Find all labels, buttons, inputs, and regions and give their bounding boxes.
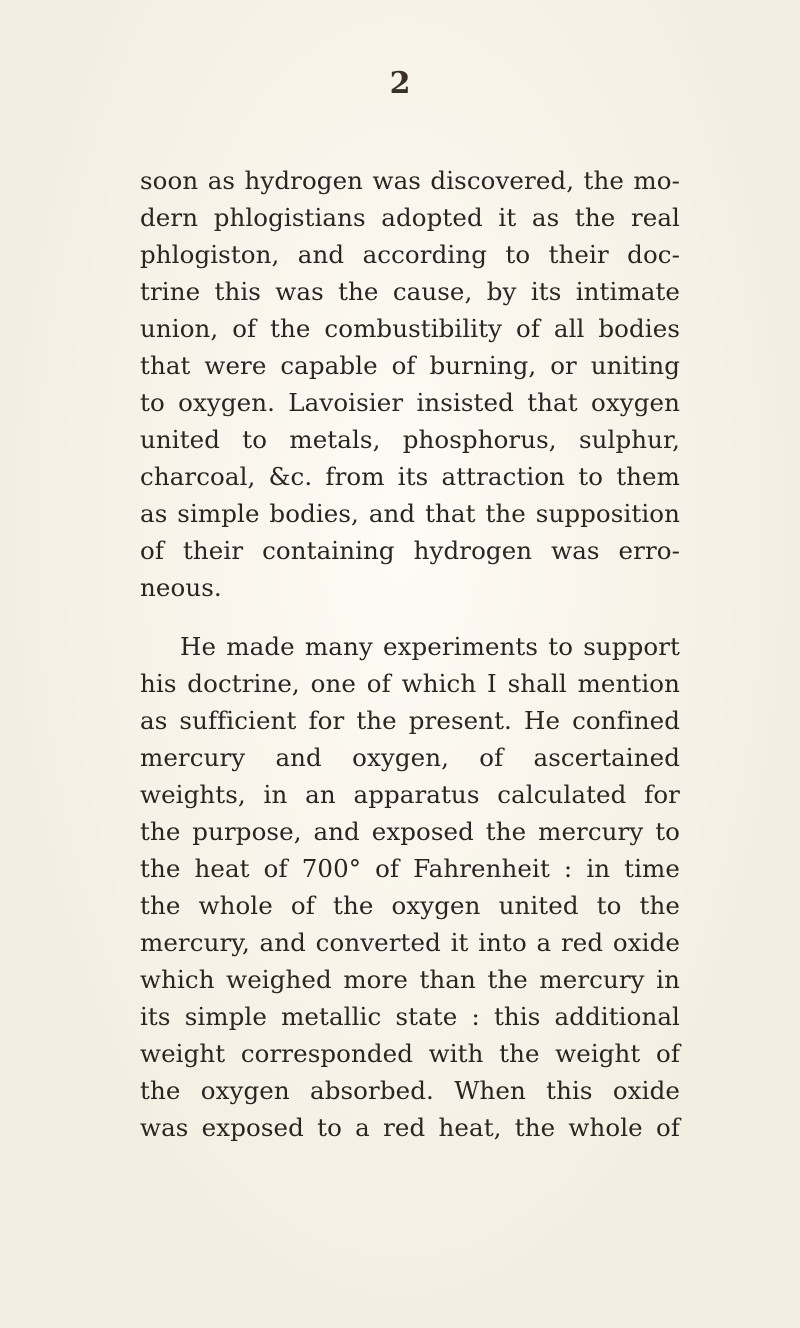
page-number: 2 [389,66,411,101]
text-line: union, of the combustibility of all bodies [140,314,680,343]
text-line: weights, in an apparatus calculated for [140,780,680,809]
text-line: the purpose, and exposed the mercury to [140,817,680,846]
text-line: the heat of 700° of Fahrenheit : in time [140,854,680,883]
paragraph-2 [140,628,680,1146]
text-line: dern phlogistians adopted it as the real [140,203,680,232]
text-line: neous. [140,573,222,602]
text-line: the whole of the oxygen united to the [140,891,680,920]
text-line: phlogiston, and according to their doc- [140,240,680,269]
text-line: as simple bodies, and that the supposition [140,499,680,528]
text-line: united to metals, phosphorus, sulphur, [140,425,680,454]
paragraph-1 [140,162,680,606]
text-line: to oxygen. Lavoisier insisted that oxygen [140,388,680,417]
text-line: as sufficient for the present. He confined [140,706,680,735]
text-line: which weighed more than the mercury in [140,965,680,994]
text-line: his doctrine, one of which I shall mention [140,669,680,698]
text-line: its simple metallic state : this additional [140,1002,680,1031]
text-line: mercury, and converted it into a red oxide [140,928,680,957]
text-line: charcoal, &c. from its attraction to them [140,462,680,491]
text-line: that were capable of burning, or uniting [140,351,680,380]
text-line: soon as hydrogen was discovered, the mo- [140,166,680,195]
text-line: weight corresponded with the weight of [140,1039,680,1068]
text-line: of their containing hydrogen was erro- [140,536,680,565]
text-line: He made many experiments to support [180,632,680,661]
text-line: was exposed to a red heat, the whole of [140,1113,680,1142]
text-line: the oxygen absorbed. When this oxide [140,1076,680,1105]
text-line: mercury and oxygen, of ascertained [140,743,680,772]
text-line: trine this was the cause, by its intimate [140,277,680,306]
